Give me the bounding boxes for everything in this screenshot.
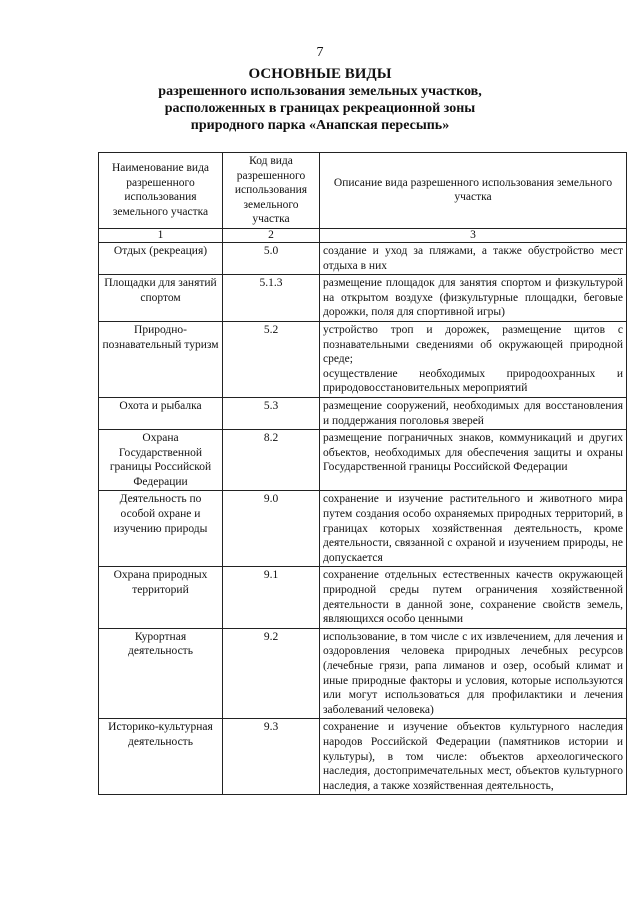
table-row	[99, 719, 627, 795]
column-number-3: 3	[320, 228, 627, 242]
table-row	[99, 321, 627, 397]
table-row	[99, 491, 627, 567]
row-code: 5.1.3	[223, 275, 320, 322]
table-row	[99, 275, 627, 322]
row-name: Площадки для занятий спортом	[99, 275, 223, 322]
row-description	[320, 397, 627, 429]
row-description	[320, 628, 627, 719]
description-paragraph: размещение сооружений, необходимых для восстановления и поддержания поголовья зверей	[323, 399, 623, 427]
row-name: Охрана Государственной границы Российской Федерации	[99, 430, 223, 491]
row-description	[320, 242, 627, 274]
column-number-1: 1	[99, 228, 223, 242]
row-code: 5.2	[223, 321, 320, 397]
column-number-2: 2	[223, 228, 320, 242]
table-row	[99, 397, 627, 429]
row-code: 5.3	[223, 397, 320, 429]
document-heading	[0, 66, 640, 134]
heading-line-3: расположенных в границах рекреационной зоны	[164, 101, 476, 116]
heading-line-4: природного парка «Анапская пересыпь»	[190, 118, 450, 133]
page-number: 7	[316, 45, 324, 60]
description-paragraph: сохранение и изучение объектов культурного наследия народов Российской Федерации (памятников истории и культуры), в том числе: объектов археологического наследия, достопримечательных мест, объектов культурного наследия, а также хозяйственная деятельность,	[323, 721, 623, 792]
land-use-table	[98, 152, 627, 795]
row-code: 9.3	[223, 719, 320, 795]
row-description	[320, 491, 627, 567]
row-name: Охрана природных территорий	[99, 567, 223, 628]
table-row	[99, 628, 627, 719]
description-paragraph: размещение пограничных знаков, коммуникаций и других объектов, необходимых для обеспечения защиты и охраны Государственной границы Российской Федерации	[323, 432, 623, 474]
description-paragraph: использование, в том числе с их извлечением, для лечения и оздоровления человека природных лечебных ресурсов (лечебные грязи, рапа лиманов и озер, особый климат и иные природные факторы и условия, которые используются или могут использоваться для профилактики и лечения заболеваний человека)	[323, 630, 623, 716]
header-code: Код вида разрешенного использования земельного участка	[223, 153, 320, 229]
row-name: Историко-культурная деятельность	[99, 719, 223, 795]
heading-line-2: разрешенного использования земельных участков,	[158, 84, 482, 99]
row-code: 9.1	[223, 567, 320, 628]
row-description	[320, 719, 627, 795]
row-description	[320, 567, 627, 628]
row-description	[320, 321, 627, 397]
table-header-row	[99, 153, 627, 229]
row-description	[320, 275, 627, 322]
row-description	[320, 430, 627, 491]
table-row	[99, 430, 627, 491]
row-code: 5.0	[223, 242, 320, 274]
row-name: Охота и рыбалка	[99, 397, 223, 429]
table-row	[99, 567, 627, 628]
row-name: Отдых (рекреация)	[99, 242, 223, 274]
row-name: Деятельность по особой охране и изучению природы	[99, 491, 223, 567]
row-code: 9.0	[223, 491, 320, 567]
description-paragraph: сохранение и изучение растительного и животного мира путем создания особо охраняемых природных территорий, в границах которых хозяйственная деятельность, кроме деятельности, связанной с охраной и изучением природы, не допускается	[323, 493, 623, 564]
row-code: 8.2	[223, 430, 320, 491]
table-row	[99, 242, 627, 274]
description-paragraph: размещение площадок для занятия спортом и физкультурой на открытом воздухе (физкультурные площадки, беговые дорожки, поля для спортивной игры)	[323, 277, 623, 319]
description-paragraph: сохранение отдельных естественных качеств окружающей природной среды путем ограничения хозяйственной деятельности в данной зоне, сохранение свойств земель, являющихся особо ценными	[323, 569, 623, 626]
description-paragraph: создание и уход за пляжами, а также обустройство мест отдыха в них	[323, 244, 623, 272]
row-name: Природно-познавательный туризм	[99, 321, 223, 397]
heading-title: ОСНОВНЫЕ ВИДЫ	[248, 66, 392, 82]
column-number-row	[99, 228, 627, 242]
description-paragraph: осуществление необходимых природоохранных и природовосстановительных мероприятий	[323, 367, 623, 395]
header-description: Описание вида разрешенного использования земельного участка	[320, 153, 627, 229]
header-name: Наименование вида разрешенного использования земельного участка	[99, 153, 223, 229]
row-name: Курортная деятельность	[99, 628, 223, 719]
description-paragraph: устройство троп и дорожек, размещение щитов с познавательными сведениями об окружающей природной среде;	[323, 323, 623, 366]
row-code: 9.2	[223, 628, 320, 719]
